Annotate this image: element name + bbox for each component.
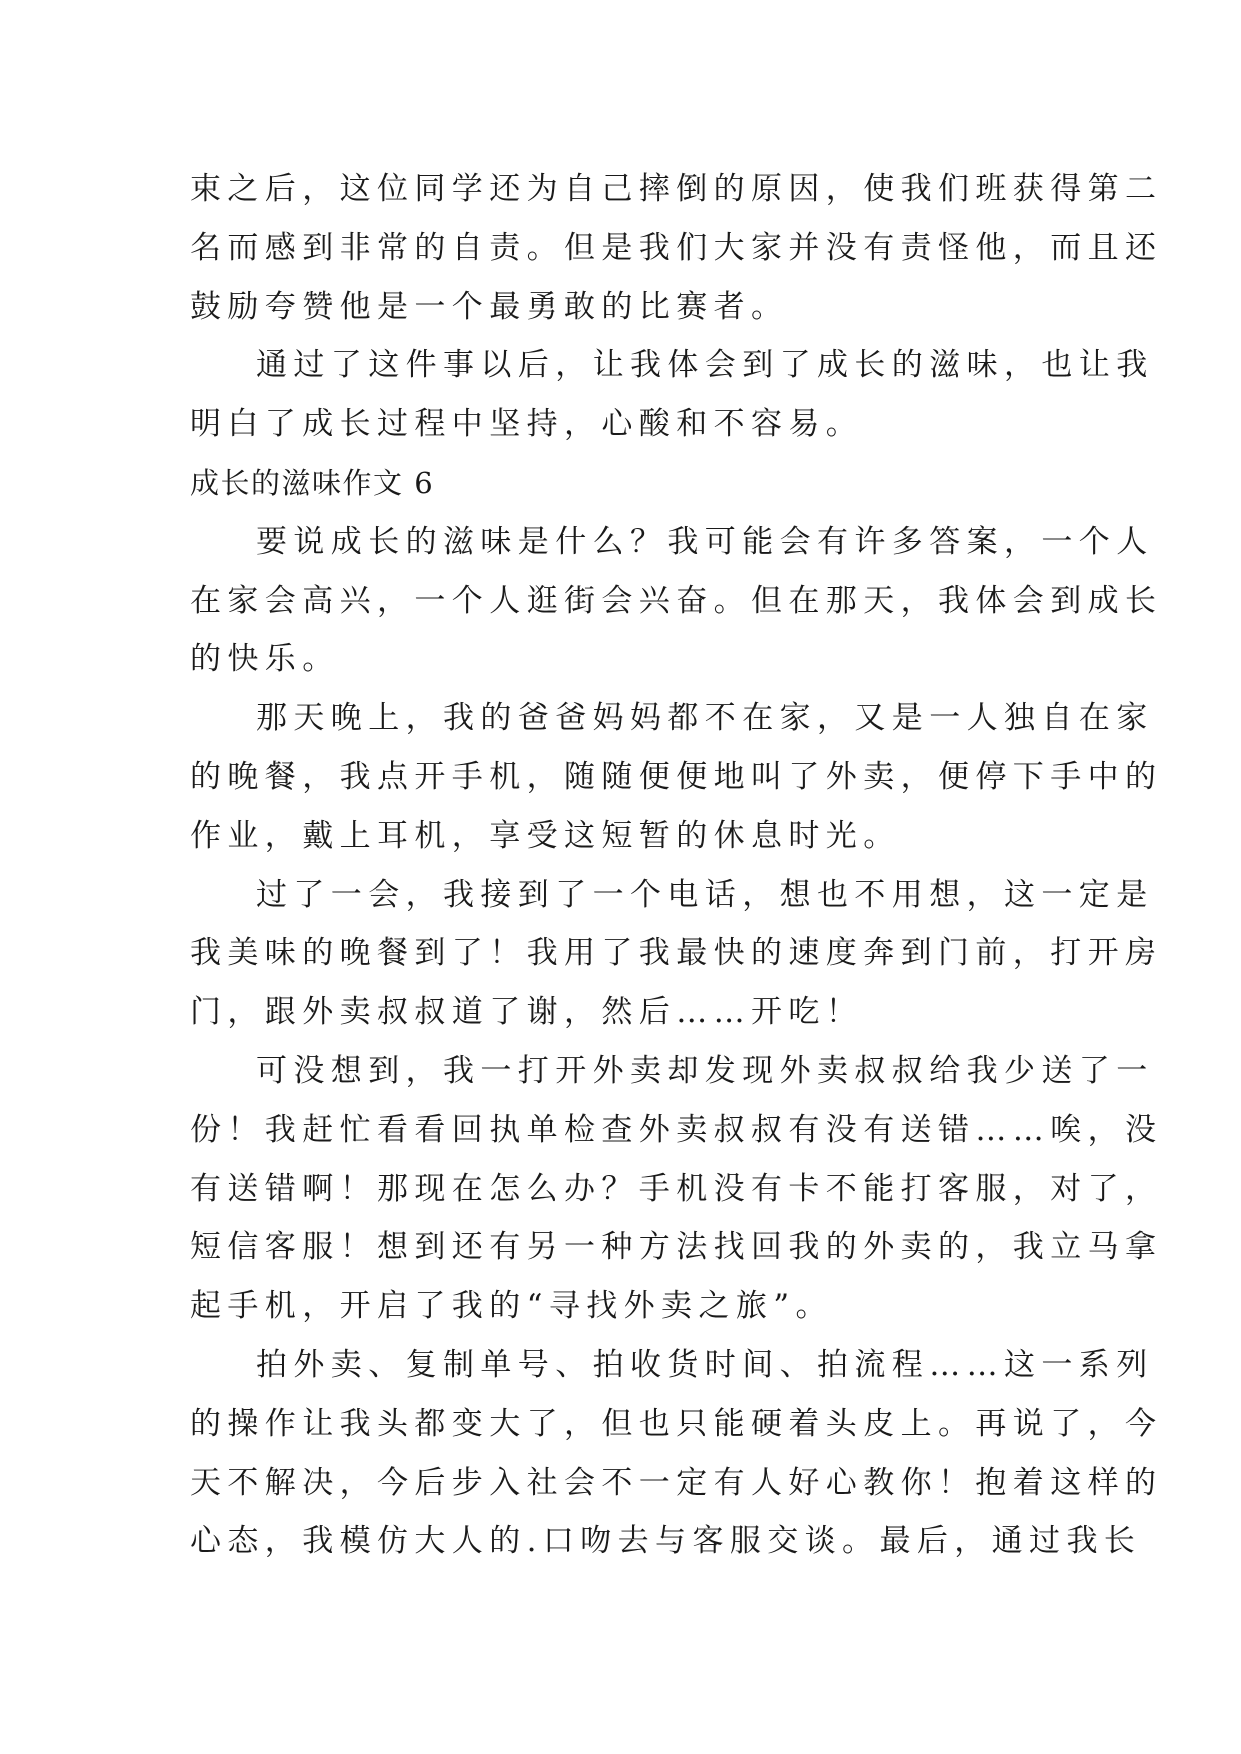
text-line: 天不解决，今后步入社会不一定有人好心教你！抱着这样的 [190,1464,1163,1501]
text-line: 通过了这件事以后，让我体会到了成长的滋味，也让我 [256,347,1154,384]
text-line: 名而感到非常的自责。但是我们大家并没有责怪他，而且还 [190,229,1163,266]
text-line: 过了一会，我接到了一个电话，想也不用想，这一定是 [256,876,1154,913]
text-line: 短信客服！想到还有另一种方法找回我的外卖的，我立马拿 [190,1229,1163,1266]
essay-body [190,160,1163,1571]
text-line: 要说成长的滋味是什么？我可能会有许多答案，一个人 [256,523,1154,560]
section-heading: 成长的滋味作文 6 [190,465,435,500]
text-line: 门，跟外卖叔叔道了谢，然后……开吃！ [190,994,864,1031]
text-line: 可没想到，我一打开外卖却发现外卖叔叔给我少送了一 [256,1052,1154,1089]
text-line: 的晚餐，我点开手机，随随便便地叫了外卖，便停下手中的 [190,758,1163,795]
text-line: 束之后，这位同学还为自己摔倒的原因，使我们班获得第二 [190,171,1163,207]
text-line: 我美味的晚餐到了！我用了我最快的速度奔到门前，打开房 [190,935,1163,972]
text-line: 拍外卖、复制单号、拍收货时间、拍流程……这一系列 [256,1346,1154,1383]
text-line: 份！我赶忙看看回执单检查外卖叔叔有没有送错……唉，没 [190,1111,1163,1148]
text-line: 有送错啊！那现在怎么办？手机没有卡不能打客服，对了， [190,1170,1163,1207]
text-line: 那天晚上，我的爸爸妈妈都不在家，又是一人独自在家 [256,700,1154,737]
text-line: 的操作让我头都变大了，但也只能硬着头皮上。再说了，今 [190,1405,1163,1442]
text-line: 明白了成长过程中坚持，心酸和不容易。 [190,406,864,443]
text-line: 作业，戴上耳机，享受这短暂的休息时光。 [190,817,901,854]
text-line: 鼓励夸赞他是一个最勇敢的比赛者。 [190,288,789,325]
text-line: 的快乐。 [190,641,340,678]
text-line: 心态，我模仿大人的.口吻去与客服交谈。最后，通过我长 [190,1523,1142,1560]
text-line: 起手机，开启了我的“寻找外卖之旅”。 [190,1288,833,1325]
text-line: 在家会高兴，一个人逛街会兴奋。但在那天，我体会到成长 [190,582,1163,619]
